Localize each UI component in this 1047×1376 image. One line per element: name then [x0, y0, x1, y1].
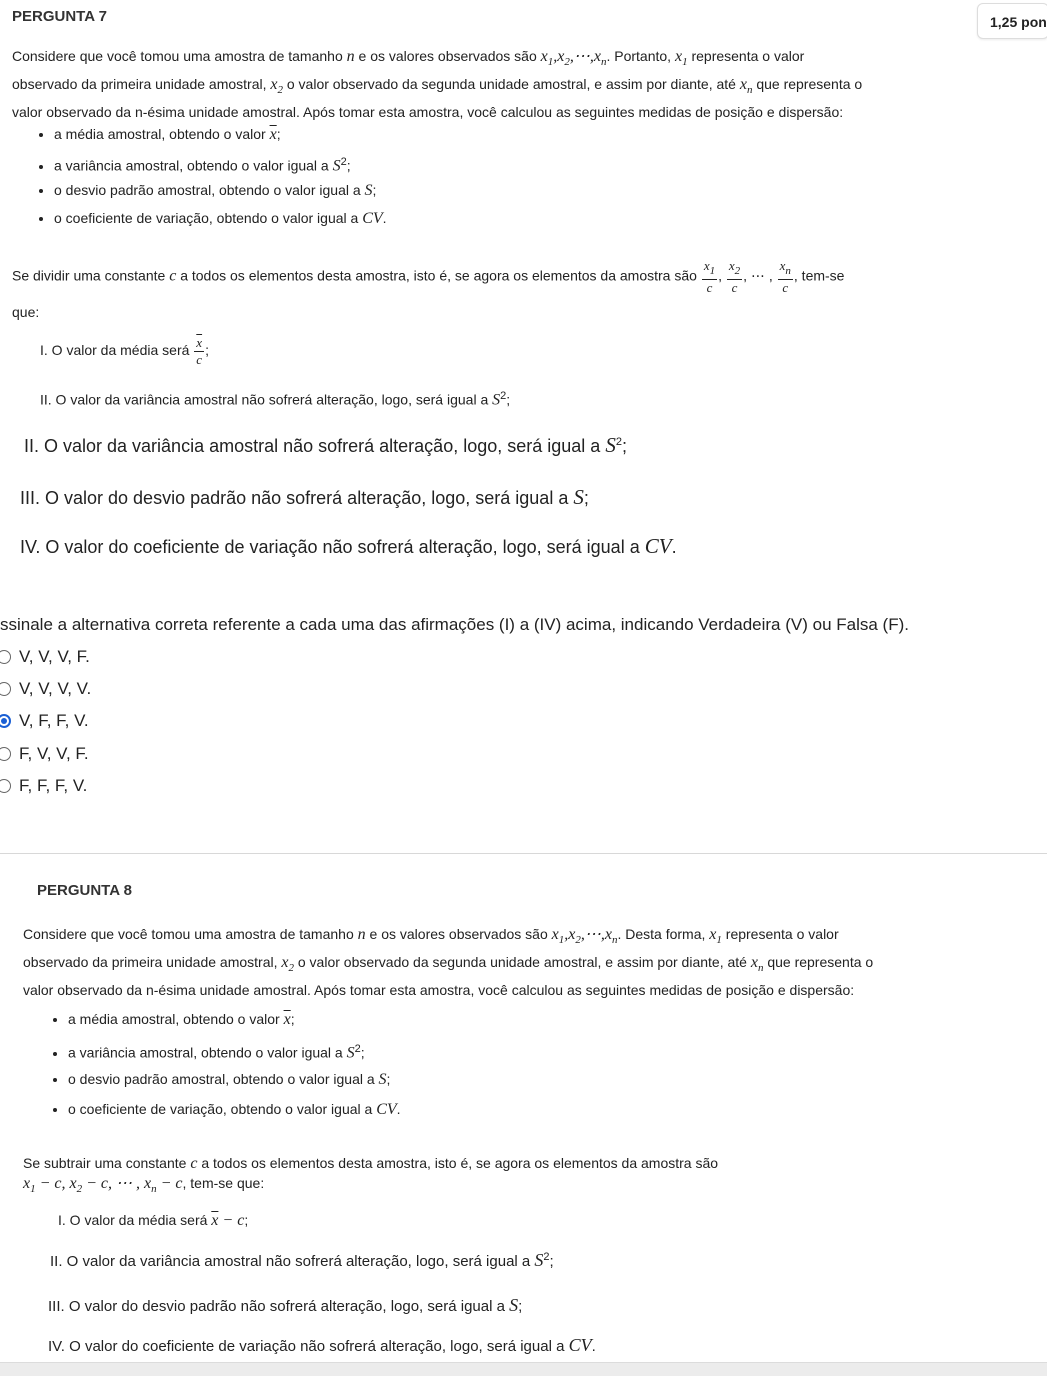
question-7-statement-4: IV. O valor do coeficiente de variação não sofrerá alteração, logo, será igual a CV.	[20, 534, 677, 558]
q7-intro-text-d: representa o valor	[691, 48, 805, 64]
list-item: • a média amostral, obtendo o valor $\overline{x}$;	[54, 120, 387, 148]
question-7-statement-1: I. O valor da média será $\frac{\overline{x}}{c}$ ;	[40, 335, 209, 367]
radio-button[interactable]	[0, 779, 11, 793]
list-item: • a variância amostral, obtendo o valor igual a $S^2$;	[54, 148, 387, 176]
question-7-transform: Se dividir uma constante c a todos os elementos desta amostra, isto é, se agora os elementos da amostra são $\frac{x_1}{c}$ , $\frac{x_2}{c}$ , ⋯ , $\frac{x_n}{c}$ , tem-se	[12, 258, 845, 295]
q8-intro-text-b: e os valores observados são	[369, 926, 548, 942]
list-item: • o coeficiente de variação, obtendo o valor igual a CV.	[54, 204, 387, 232]
radio-button[interactable]	[0, 747, 11, 761]
q8-transform-text-a: Se subtrair uma constante	[23, 1155, 187, 1171]
q8-line2-text-a: observado da primeira unidade amostral,	[23, 954, 278, 970]
list-item: • o desvio padrão amostral, obtendo o valor igual a S;	[54, 176, 387, 204]
q8-intro-text-c: . Desta forma,	[617, 926, 706, 942]
q7-line2-text-a: observado da primeira unidade amostral,	[12, 76, 267, 92]
radio-button[interactable]	[0, 650, 11, 664]
radio-button[interactable]	[0, 682, 11, 696]
question-7-intro: Considere que você tomou uma amostra de tamanho n e os valores observados são $x_1,x_2,\cdots,x_n$. Portanto, $x_1$ representa o valor observado da primeira unidade amostral, $x_2$ o valor observado da segunda unidade amostral, e assim por diante, até $x_n$ que representa o valor observado da n-ésima unidade amostral. Após tomar esta amostra, você calculou as seguintes medidas de posição e dispersão:	[12, 45, 1012, 123]
question-7-prompt: ssinale a alternativa correta referente a cada uma das afirmações (I) a (IV) acima, indicando Verdadeira (V) ou Falsa (F).	[0, 615, 909, 634]
q7-line3-text: valor observado da n-ésima unidade amostral. Após tomar esta amostra, você calculou as seguintes medidas de posição e dispersão:	[12, 104, 844, 120]
q8-transform-text-b: a todos os elementos desta amostra, isto é, se agora os elementos da amostra são	[201, 1155, 719, 1171]
question-7-statement-2-small: II. O valor da variância amostral não sofrerá alteração, logo, será igual a $S^2$;	[40, 390, 511, 409]
question-8-statement-2: II. O valor da variância amostral não sofrerá alteração, logo, será igual a $S^2$;	[50, 1250, 554, 1270]
question-8-statement-4: IV. O valor do coeficiente de variação não sofrerá alteração, logo, será igual a CV.	[48, 1335, 596, 1355]
question-8-intro: Considere que você tomou uma amostra de tamanho n e os valores observados são $x_1,x_2,\cdots,x_n$. Desta forma, $x_1$ representa o valor observado da primeira unidade amostral, $x_2$ o valor observado da segunda unidade amostral, e assim por diante, até $x_n$ que representa o valor observado da n-ésima unidade amostral. Após tomar esta amostra, você calculou as seguintes medidas de posição e dispersão:	[23, 923, 1033, 1001]
q7-intro-text-c: . Portanto,	[606, 48, 672, 64]
list-item: • a média amostral, obtendo o valor $\overline{x}$;	[68, 1004, 401, 1034]
q7-line2-text-c: que representa o	[756, 76, 863, 92]
list-item: • o desvio padrão amostral, obtendo o valor igual a S;	[68, 1064, 401, 1094]
answer-option-5[interactable]: F, F, F, V.	[0, 774, 87, 798]
q8-intro-text-a: Considere que você tomou uma amostra de tamanho	[23, 926, 354, 942]
q8-line2-text-c: que representa o	[767, 954, 874, 970]
q8-transform-text-c: , tem-se que:	[182, 1175, 265, 1191]
question-8-measures-list	[50, 1004, 401, 1124]
question-divider	[0, 853, 1047, 854]
q7-intro-text-a: Considere que você tomou uma amostra de tamanho	[12, 48, 343, 64]
question-7-measures-list	[36, 120, 387, 232]
q7-transform-text-b: a todos os elementos desta amostra, isto é, se agora os elementos da amostra são	[180, 267, 697, 284]
q8-line2-text-b: o valor observado da segunda unidade amostral, e assim por diante, até	[297, 954, 747, 970]
question-7-statement-3: III. O valor do desvio padrão não sofrerá alteração, logo, será igual a S;	[20, 485, 589, 509]
list-item: • o coeficiente de variação, obtendo o valor igual a CV.	[68, 1094, 401, 1124]
list-item: • a variância amostral, obtendo o valor igual a $S^2$;	[68, 1034, 401, 1064]
radio-button-selected[interactable]	[0, 714, 11, 728]
question-8-title: PERGUNTA 8	[37, 882, 133, 899]
question-8-statement-1: I. O valor da média será $\overline{x} - c$;	[58, 1212, 249, 1229]
answer-option-4[interactable]: F, V, V, F.	[0, 742, 89, 766]
q7-intro-text-b: e os valores observados são	[358, 48, 537, 64]
horizontal-scrollbar[interactable]	[0, 1362, 1047, 1376]
question-7-transform-end: que:	[12, 304, 40, 320]
answer-option-2[interactable]: V, V, V, V.	[0, 677, 91, 701]
question-8-transform: Se subtrair uma constante c a todos os elementos desta amostra, isto é, se agora os elementos da amostra são	[23, 1155, 719, 1172]
q7-transform-text-a: Se dividir uma constante	[12, 267, 166, 284]
answer-option-3[interactable]: V, F, F, V.	[0, 709, 89, 733]
question-7-title: PERGUNTA 7	[12, 8, 108, 25]
answer-option-1[interactable]: V, V, V, F.	[0, 645, 90, 669]
q7-line2-text-b: o valor observado da segunda unidade amostral, e assim por diante, até	[286, 76, 736, 92]
question-8-transform-values: $x_1 - c$, $x_2 - c$, ⋯ , $x_n - c$, tem-se que:	[23, 1175, 265, 1195]
q8-intro-text-d: representa o valor	[725, 926, 839, 942]
question-8-statement-3: III. O valor do desvio padrão não sofrerá alteração, logo, será igual a S;	[48, 1295, 523, 1315]
q7-transform-text-c: , tem-se	[793, 267, 845, 284]
question-7-statement-2: II. O valor da variância amostral não sofrerá alteração, logo, será igual a $S^2$;	[24, 433, 627, 457]
question-7-points: 1,25 pon	[977, 3, 1047, 39]
q8-line3-text: valor observado da n-ésima unidade amostral. Após tomar esta amostra, você calculou as seguintes medidas de posição e dispersão:	[23, 982, 855, 998]
